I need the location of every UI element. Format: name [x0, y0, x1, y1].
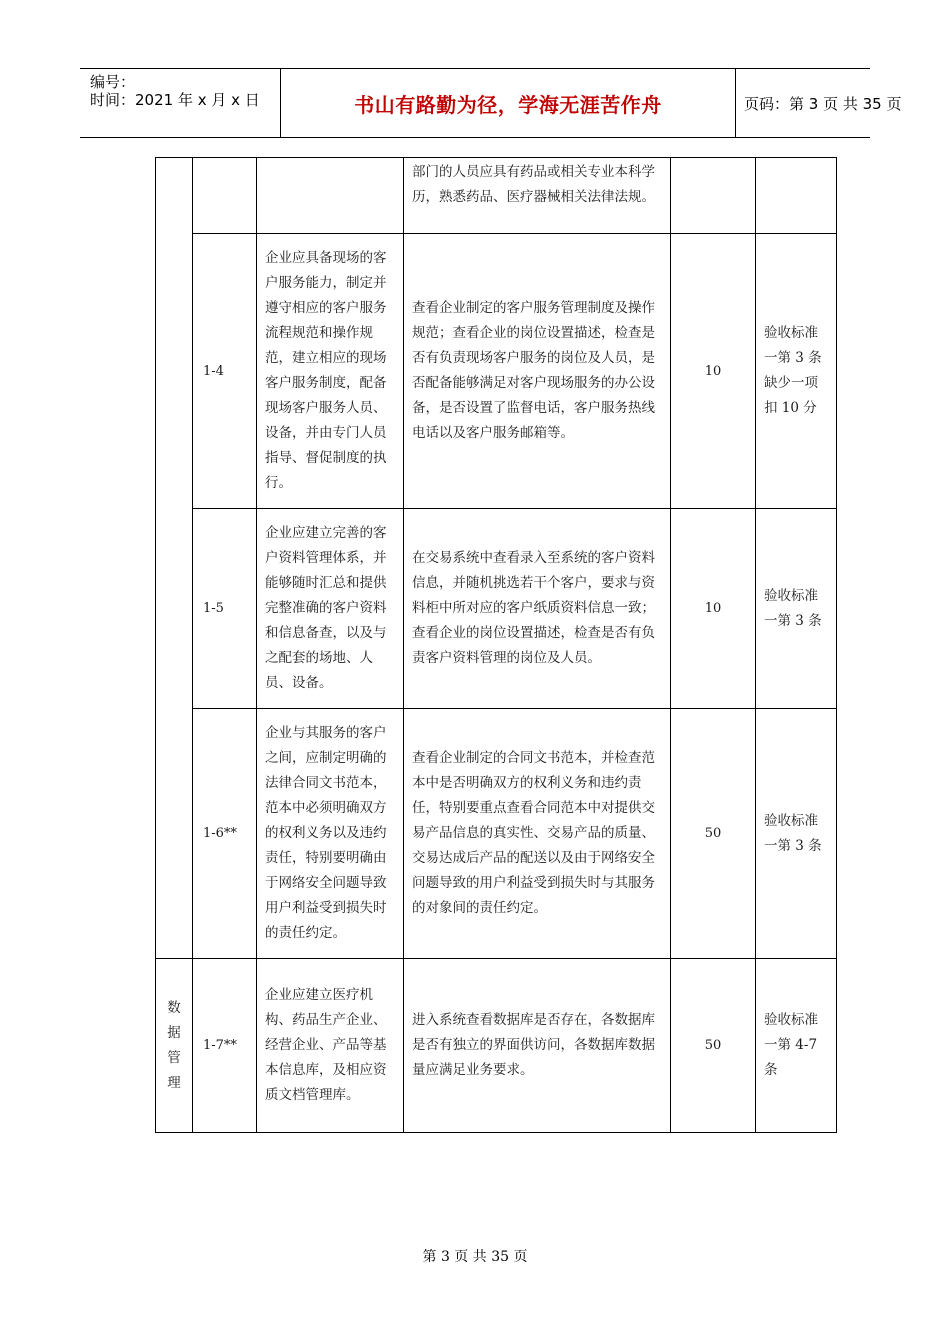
score-cell: 50 — [671, 709, 756, 959]
basis-cell: 验收标准一第 4-7 条 — [756, 959, 837, 1133]
category-cell-data-management — [156, 959, 193, 1133]
header-page-cell — [736, 69, 902, 137]
category-char: 数 — [167, 999, 181, 1016]
requirement-cell: 企业应具备现场的客户服务能力，制定并遵守相应的客户服务流程规范和操作规范，建立相应的现场客户服务制度，配备现场客户服务人员、设备，并由专门人员指导、督促制度的执行。 — [257, 234, 404, 509]
method-cell: 部门的人员应具有药品或相关专业本科学历，熟悉药品、医疗器械相关法律法规。 — [404, 158, 671, 234]
id-cell: 1-5 — [193, 509, 257, 709]
header-motto-cell — [280, 69, 736, 137]
requirement-cell — [257, 158, 404, 234]
id-cell: 1-4 — [193, 234, 257, 509]
category-char: 理 — [167, 1074, 181, 1091]
page-footer: 第 3 页 共 35 页 — [422, 1249, 528, 1265]
document-header — [80, 68, 902, 138]
method-cell: 查看企业制定的客户服务管理制度及操作规范；查看企业的岗位设置描述，检查是否有负责现场客户服务的岗位及人员，是否配备能够满足对客户现场服务的办公设备，是否设置了监督电话，客户服务热线电话以及客户服务邮箱等。 — [404, 234, 671, 509]
score-cell — [671, 158, 756, 234]
table-row — [156, 158, 837, 234]
score-cell: 50 — [671, 959, 756, 1133]
id-cell — [193, 158, 257, 234]
requirement-cell: 企业应建立完善的客户资料管理体系，并能够随时汇总和提供完整准确的客户资料和信息备查，以及与之配套的场地、人员、设备。 — [257, 509, 404, 709]
header-meta — [80, 69, 280, 137]
method-cell: 在交易系统中查看录入至系统的客户资料信息，并随机挑选若干个客户，要求与资料柜中所对应的客户纸质资料信息一致；查看企业的岗位设置描述，检查是否有负责客户资料管理的岗位及人员。 — [404, 509, 671, 709]
page-label: 页码：第 3 页 共 35 页 — [744, 94, 902, 113]
basis-cell: 验收标准一第 3 条 — [756, 709, 837, 959]
number-label: 编号： — [90, 73, 136, 91]
table-row — [156, 709, 837, 959]
table-row — [156, 959, 837, 1133]
method-cell: 查看企业制定的合同文书范本，并检查范本中是否明确双方的权利义务和违约责任，特别要重点查看合同范本中对提供交易产品信息的真实性、交易产品的质量、交易达成后产品的配送以及由于网络安全问题导致的用户利益受到损失时与其服务的对象间的责任约定。 — [404, 709, 671, 959]
acceptance-table — [155, 157, 837, 1133]
category-char: 管 — [167, 1049, 181, 1066]
id-cell: 1-7** — [193, 959, 257, 1133]
requirement-cell: 企业应建立医疗机构、药品生产企业、经营企业、产品等基本信息库，及相应资质文档管理库。 — [257, 959, 404, 1133]
motto-text: 书山有路勤为径，学海无涯苦作舟 — [354, 92, 662, 117]
requirement-cell: 企业与其服务的客户之间，应制定明确的法律合同文书范本，范本中必须明确双方的权利义务以及违约责任，特别要明确由于网络安全问题导致用户利益受到损失时的责任约定。 — [257, 709, 404, 959]
score-cell: 10 — [671, 509, 756, 709]
table-row — [156, 234, 837, 509]
score-cell: 10 — [671, 234, 756, 509]
basis-cell: 验收标准一第 3 条 — [756, 509, 837, 709]
time-label: 时间：2021 年 x 月 x 日 — [90, 91, 260, 109]
basis-cell: 验收标准一第 3 条缺少一项扣 10 分 — [756, 234, 837, 509]
table-row — [156, 509, 837, 709]
method-cell: 进入系统查看数据库是否存在，各数据库是否有独立的界面供访问，各数据库数据量应满足业务要求。 — [404, 959, 671, 1133]
category-cell — [156, 158, 193, 959]
id-cell: 1-6** — [193, 709, 257, 959]
category-char: 据 — [167, 1024, 181, 1041]
basis-cell — [756, 158, 837, 234]
